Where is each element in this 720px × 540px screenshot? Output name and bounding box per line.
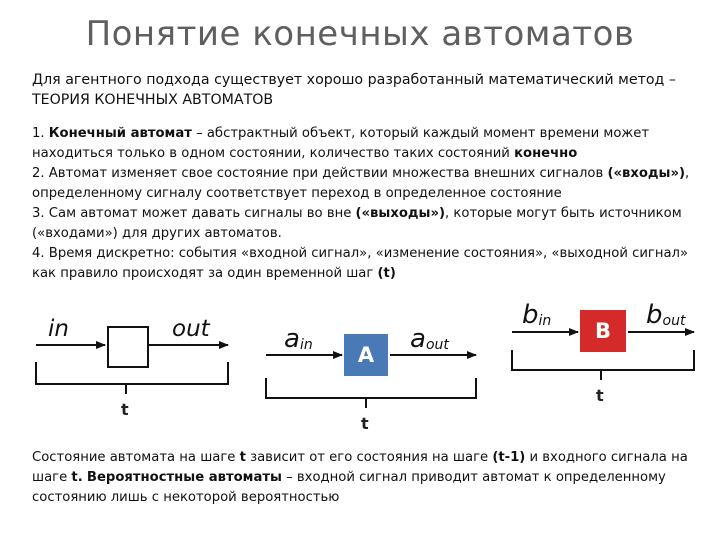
conclusion-text [32,448,692,508]
automaton-a-box: A [344,334,388,376]
list-item-3 [32,204,692,244]
a-out-label [410,326,449,352]
item-3-term: («выходы») [355,206,446,221]
item-3-text: 3. Сам автомат может давать сигналы во вне [32,206,356,221]
outro-term-4: Вероятностные автоматы [86,470,282,485]
time-label-3: t [596,386,604,405]
b-in-sub: in [538,313,552,329]
list-item-4 [32,244,692,284]
item-4-text: 4. Время дискретно: события «входной сигнал», «изменение состояния», «выходной сигнал» как правило происходят за один временной шаг [32,246,689,281]
b-out-sub: out [662,313,686,329]
time-bracket-3 [512,350,694,370]
b-in-label [522,302,551,328]
automaton-diagram [0,300,720,440]
time-label-2: t [361,414,369,433]
a-in-sub: in [299,337,313,353]
item-3-text-end: , которые могут быть источником («входами») для других автоматов. [32,206,682,241]
automaton-box [107,326,149,368]
b-in-main: b [522,300,539,330]
slide-title: Понятие конечных автоматов [85,14,635,54]
in-label: in [48,316,69,342]
item-1-emphasis: конечно [514,146,578,161]
a-in-label [284,326,313,352]
item-1-number: 1. [32,126,49,141]
list-item-2 [32,164,692,204]
b-out-label [646,302,685,328]
outro-text-1: Состояние автомата на шаге [32,450,240,465]
outro-text-3: и входного сигнала на шаге [32,450,688,485]
outro-term-2: (t-1) [492,450,526,465]
b-out-main: b [646,300,663,330]
item-1-text: – абстрактный объект, который каждый момент времени может находиться только в одном состоянии, количество таких состояний [32,126,650,161]
time-bracket-2 [266,378,476,398]
list-item-1 [32,124,692,164]
a-out-sub: out [425,337,449,353]
definition-list [32,124,692,284]
automaton-b-box: B [580,310,626,352]
item-2-text: 2. Автомат изменяет свое состояние при действии множества внешних сигналов [32,166,608,181]
item-1-term: Конечный автомат [48,126,192,141]
intro-text: Для агентного подхода существует хорошо разработанный математический метод – ТЕОРИЯ КОНЕЧНЫХ АВТОМАТОВ [32,72,676,108]
item-2-term: («входы») [607,166,686,181]
outro-text-4: – входной сигнал приводит автомат к определенному состоянию лишь с некоторой вероятностью [32,470,666,505]
item-4-term: (t) [377,266,396,281]
outro-text-2: зависит от его состояния на шаге [245,450,493,465]
outro-term-3: t. [71,470,83,485]
time-label-1: t [121,400,129,419]
out-label: out [172,316,210,342]
outro-term-1: t [239,450,246,465]
a-out-main: a [410,324,426,354]
a-in-main: a [284,324,300,354]
item-2-text-end: , определенному сигналу соответствует переход в определенное состояние [32,166,690,201]
